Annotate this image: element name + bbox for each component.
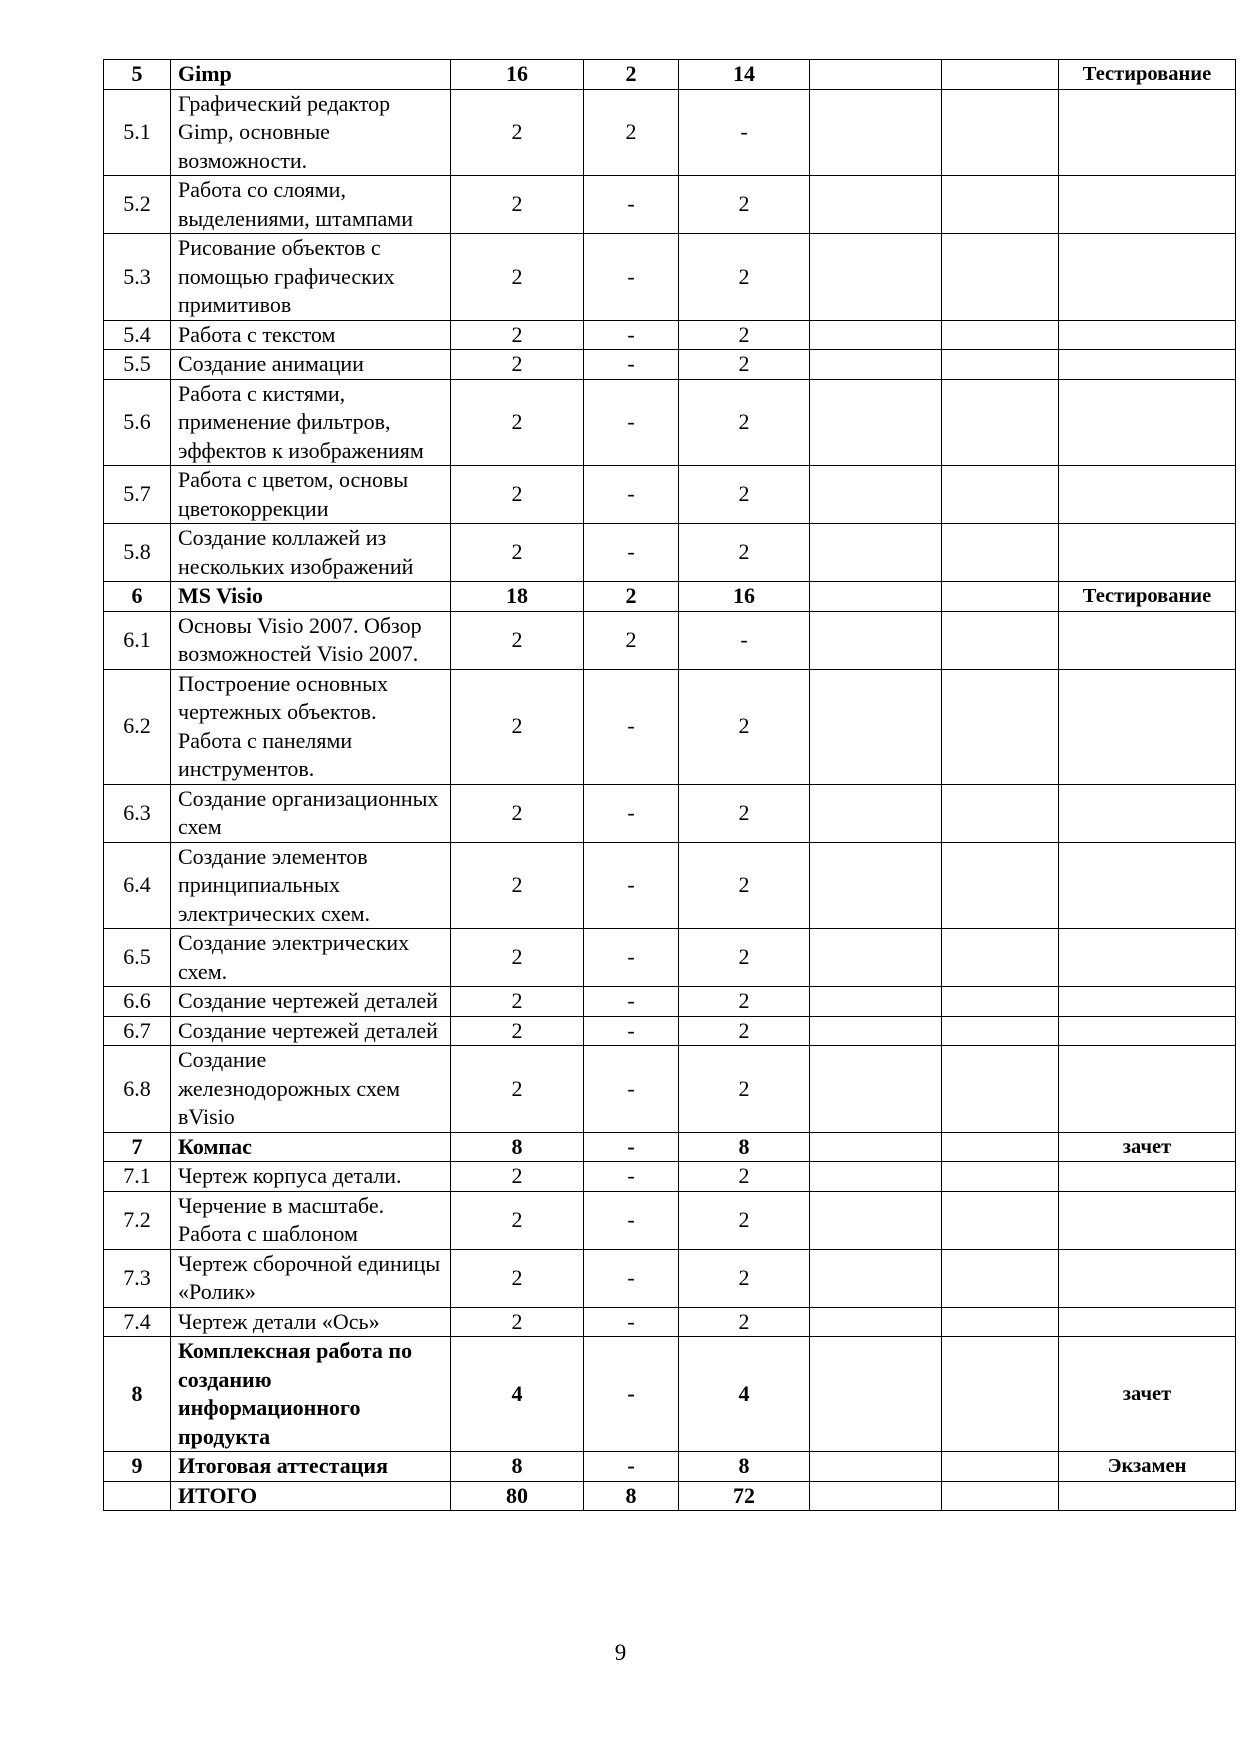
empty-cell xyxy=(942,1191,1059,1249)
empty-cell xyxy=(810,234,942,321)
theory-hours-cell: - xyxy=(584,350,679,380)
empty-cell xyxy=(810,1016,942,1046)
empty-cell xyxy=(810,669,942,784)
row-number: 7.3 xyxy=(104,1249,171,1307)
topic-cell: Создание электрических схем. xyxy=(171,929,451,987)
topic-cell: Рисование объектов с помощью графических примитивов xyxy=(171,234,451,321)
theory-hours-cell: 2 xyxy=(584,89,679,176)
total-hours-cell: 18 xyxy=(451,582,584,612)
empty-cell xyxy=(942,929,1059,987)
topic-cell: Создание чертежей деталей xyxy=(171,987,451,1017)
total-hours-cell: 2 xyxy=(451,89,584,176)
total-hours-cell: 2 xyxy=(451,466,584,524)
empty-cell xyxy=(810,350,942,380)
practice-hours-cell: 2 xyxy=(679,379,810,466)
theory-hours-cell: - xyxy=(584,1191,679,1249)
practice-hours-cell: 72 xyxy=(679,1481,810,1511)
practice-hours-cell: - xyxy=(679,89,810,176)
topic-cell: Компас xyxy=(171,1132,451,1162)
row-number: 5.4 xyxy=(104,320,171,350)
topic-cell: Работа с текстом xyxy=(171,320,451,350)
theory-hours-cell: 2 xyxy=(584,60,679,90)
practice-hours-cell: 2 xyxy=(679,1249,810,1307)
empty-cell xyxy=(942,669,1059,784)
assessment-form-cell: Тестирование xyxy=(1059,60,1236,90)
theory-hours-cell: 8 xyxy=(584,1481,679,1511)
table-row xyxy=(104,1162,1236,1192)
empty-cell xyxy=(810,320,942,350)
assessment-form-cell xyxy=(1059,466,1236,524)
page-number: 9 xyxy=(614,1640,627,1665)
practice-hours-cell: 2 xyxy=(679,466,810,524)
row-number: 5.3 xyxy=(104,234,171,321)
row-number: 5.5 xyxy=(104,350,171,380)
table-row xyxy=(104,987,1236,1017)
assessment-form-cell xyxy=(1059,669,1236,784)
theory-hours-cell: 2 xyxy=(584,582,679,612)
theory-hours-cell: - xyxy=(584,929,679,987)
empty-cell xyxy=(810,1452,942,1482)
empty-cell xyxy=(810,176,942,234)
empty-cell xyxy=(942,60,1059,90)
assessment-form-cell: Тестирование xyxy=(1059,582,1236,612)
topic-cell: Чертеж сборочной единицы «Ролик» xyxy=(171,1249,451,1307)
table-row xyxy=(104,1046,1236,1133)
practice-hours-cell: 2 xyxy=(679,524,810,582)
row-number: 7.1 xyxy=(104,1162,171,1192)
practice-hours-cell: 2 xyxy=(679,1162,810,1192)
practice-hours-cell: - xyxy=(679,611,810,669)
practice-hours-cell: 2 xyxy=(679,669,810,784)
table-row xyxy=(104,379,1236,466)
theory-hours-cell: - xyxy=(584,1132,679,1162)
assessment-form-cell xyxy=(1059,987,1236,1017)
practice-hours-cell: 2 xyxy=(679,784,810,842)
empty-cell xyxy=(942,1132,1059,1162)
assessment-form-cell: зачет xyxy=(1059,1132,1236,1162)
empty-cell xyxy=(942,1016,1059,1046)
assessment-form-cell: Экзамен xyxy=(1059,1452,1236,1482)
assessment-form-cell xyxy=(1059,379,1236,466)
practice-hours-cell: 2 xyxy=(679,350,810,380)
empty-cell xyxy=(810,1191,942,1249)
total-hours-cell: 2 xyxy=(451,1249,584,1307)
topic-cell: MS Visio xyxy=(171,582,451,612)
empty-cell xyxy=(942,1249,1059,1307)
empty-cell xyxy=(810,611,942,669)
table-row xyxy=(104,466,1236,524)
empty-cell xyxy=(942,582,1059,612)
table-row xyxy=(104,1016,1236,1046)
total-hours-cell: 2 xyxy=(451,234,584,321)
total-hours-cell: 2 xyxy=(451,669,584,784)
total-hours-cell: 2 xyxy=(451,176,584,234)
theory-hours-cell: - xyxy=(584,1249,679,1307)
topic-cell: Создание железнодорожных схем вVisio xyxy=(171,1046,451,1133)
empty-cell xyxy=(810,379,942,466)
empty-cell xyxy=(942,1481,1059,1511)
row-number: 8 xyxy=(104,1337,171,1452)
empty-cell xyxy=(942,1046,1059,1133)
empty-cell xyxy=(942,1452,1059,1482)
empty-cell xyxy=(810,466,942,524)
empty-cell xyxy=(810,1249,942,1307)
topic-cell: Работа с кистями, применение фильтров, эффектов к изображениям xyxy=(171,379,451,466)
table-row xyxy=(104,784,1236,842)
table-row xyxy=(104,1337,1236,1452)
table-row xyxy=(104,1452,1236,1482)
practice-hours-cell: 16 xyxy=(679,582,810,612)
table-row xyxy=(104,89,1236,176)
empty-cell xyxy=(810,784,942,842)
empty-cell xyxy=(810,1337,942,1452)
theory-hours-cell: - xyxy=(584,379,679,466)
row-number xyxy=(104,1481,171,1511)
topic-cell: Итоговая аттестация xyxy=(171,1452,451,1482)
empty-cell xyxy=(810,929,942,987)
topic-cell: Чертеж корпуса детали. xyxy=(171,1162,451,1192)
theory-hours-cell: - xyxy=(584,234,679,321)
assessment-form-cell xyxy=(1059,1191,1236,1249)
total-hours-cell: 2 xyxy=(451,842,584,929)
total-hours-cell: 2 xyxy=(451,1162,584,1192)
theory-hours-cell: - xyxy=(584,176,679,234)
row-number: 6.7 xyxy=(104,1016,171,1046)
row-number: 5.6 xyxy=(104,379,171,466)
empty-cell xyxy=(942,89,1059,176)
practice-hours-cell: 2 xyxy=(679,1191,810,1249)
practice-hours-cell: 2 xyxy=(679,929,810,987)
empty-cell xyxy=(810,1162,942,1192)
empty-cell xyxy=(942,379,1059,466)
topic-cell: Чертеж детали «Ось» xyxy=(171,1307,451,1337)
row-number: 5.2 xyxy=(104,176,171,234)
empty-cell xyxy=(810,524,942,582)
practice-hours-cell: 2 xyxy=(679,987,810,1017)
empty-cell xyxy=(942,987,1059,1017)
total-hours-cell: 2 xyxy=(451,1307,584,1337)
empty-cell xyxy=(810,1132,942,1162)
total-hours-cell: 2 xyxy=(451,524,584,582)
practice-hours-cell: 2 xyxy=(679,1307,810,1337)
total-hours-cell: 2 xyxy=(451,1016,584,1046)
topic-cell: Создание коллажей из нескольких изображений xyxy=(171,524,451,582)
total-hours-cell: 2 xyxy=(451,350,584,380)
empty-cell xyxy=(942,1162,1059,1192)
row-number: 5.1 xyxy=(104,89,171,176)
topic-cell: Основы Visio 2007. Обзор возможностей Visio 2007. xyxy=(171,611,451,669)
table-row xyxy=(104,524,1236,582)
assessment-form-cell xyxy=(1059,1162,1236,1192)
total-hours-cell: 8 xyxy=(451,1132,584,1162)
practice-hours-cell: 8 xyxy=(679,1452,810,1482)
table-row xyxy=(104,1191,1236,1249)
empty-cell xyxy=(942,784,1059,842)
assessment-form-cell xyxy=(1059,1307,1236,1337)
total-hours-cell: 8 xyxy=(451,1452,584,1482)
assessment-form-cell xyxy=(1059,320,1236,350)
assessment-form-cell xyxy=(1059,842,1236,929)
total-hours-cell: 80 xyxy=(451,1481,584,1511)
practice-hours-cell: 2 xyxy=(679,1016,810,1046)
practice-hours-cell: 2 xyxy=(679,234,810,321)
topic-cell: Работа с цветом, основы цветокоррекции xyxy=(171,466,451,524)
theory-hours-cell: - xyxy=(584,1307,679,1337)
total-hours-cell: 2 xyxy=(451,784,584,842)
theory-hours-cell: - xyxy=(584,1452,679,1482)
theory-hours-cell: - xyxy=(584,784,679,842)
practice-hours-cell: 2 xyxy=(679,842,810,929)
empty-cell xyxy=(942,842,1059,929)
assessment-form-cell xyxy=(1059,1249,1236,1307)
table-row xyxy=(104,669,1236,784)
total-hours-cell: 4 xyxy=(451,1337,584,1452)
empty-cell xyxy=(810,1307,942,1337)
theory-hours-cell: - xyxy=(584,987,679,1017)
assessment-form-cell xyxy=(1059,1016,1236,1046)
table-row xyxy=(104,1307,1236,1337)
row-number: 5.8 xyxy=(104,524,171,582)
empty-cell xyxy=(942,611,1059,669)
row-number: 7 xyxy=(104,1132,171,1162)
total-hours-cell: 2 xyxy=(451,1046,584,1133)
empty-cell xyxy=(942,466,1059,524)
empty-cell xyxy=(810,60,942,90)
topic-cell: Комплексная работа по созданию информационного продукта xyxy=(171,1337,451,1452)
assessment-form-cell xyxy=(1059,524,1236,582)
row-number: 6.3 xyxy=(104,784,171,842)
assessment-form-cell xyxy=(1059,350,1236,380)
theory-hours-cell: - xyxy=(584,524,679,582)
empty-cell xyxy=(810,1481,942,1511)
row-number: 6.8 xyxy=(104,1046,171,1133)
table-row xyxy=(104,350,1236,380)
row-number: 6.1 xyxy=(104,611,171,669)
theory-hours-cell: - xyxy=(584,1337,679,1452)
topic-cell: ИТОГО xyxy=(171,1481,451,1511)
row-number: 6.2 xyxy=(104,669,171,784)
theory-hours-cell: - xyxy=(584,842,679,929)
theory-hours-cell: - xyxy=(584,1046,679,1133)
assessment-form-cell xyxy=(1059,784,1236,842)
row-number: 7.4 xyxy=(104,1307,171,1337)
table-row xyxy=(104,1132,1236,1162)
topic-cell: Построение основных чертежных объектов. Работа с панелями инструментов. xyxy=(171,669,451,784)
topic-cell: Создание чертежей деталей xyxy=(171,1016,451,1046)
assessment-form-cell xyxy=(1059,176,1236,234)
table-row xyxy=(104,929,1236,987)
topic-cell: Черчение в масштабе. Работа с шаблоном xyxy=(171,1191,451,1249)
empty-cell xyxy=(942,234,1059,321)
topic-cell: Создание элементов принципиальных электрических схем. xyxy=(171,842,451,929)
topic-cell: Gimp xyxy=(171,60,451,90)
assessment-form-cell xyxy=(1059,89,1236,176)
total-hours-cell: 2 xyxy=(451,320,584,350)
table-body xyxy=(104,60,1236,1511)
topic-cell: Работа со слоями, выделениями, штампами xyxy=(171,176,451,234)
empty-cell xyxy=(810,89,942,176)
empty-cell xyxy=(810,1046,942,1133)
practice-hours-cell: 2 xyxy=(679,1046,810,1133)
table-row xyxy=(104,1481,1236,1511)
empty-cell xyxy=(810,987,942,1017)
row-number: 6.5 xyxy=(104,929,171,987)
theory-hours-cell: - xyxy=(584,669,679,784)
total-hours-cell: 2 xyxy=(451,1191,584,1249)
total-hours-cell: 16 xyxy=(451,60,584,90)
topic-cell: Создание организационных схем xyxy=(171,784,451,842)
empty-cell xyxy=(810,842,942,929)
assessment-form-cell xyxy=(1059,929,1236,987)
row-number: 6.4 xyxy=(104,842,171,929)
theory-hours-cell: - xyxy=(584,466,679,524)
empty-cell xyxy=(942,320,1059,350)
row-number: 7.2 xyxy=(104,1191,171,1249)
practice-hours-cell: 2 xyxy=(679,320,810,350)
assessment-form-cell xyxy=(1059,1481,1236,1511)
theory-hours-cell: - xyxy=(584,1162,679,1192)
topic-cell: Графический редактор Gimp, основные возможности. xyxy=(171,89,451,176)
table-row xyxy=(104,176,1236,234)
total-hours-cell: 2 xyxy=(451,987,584,1017)
empty-cell xyxy=(810,582,942,612)
theory-hours-cell: 2 xyxy=(584,611,679,669)
empty-cell xyxy=(942,176,1059,234)
row-number: 9 xyxy=(104,1452,171,1482)
practice-hours-cell: 14 xyxy=(679,60,810,90)
empty-cell xyxy=(942,1307,1059,1337)
table-row xyxy=(104,582,1236,612)
assessment-form-cell xyxy=(1059,234,1236,321)
assessment-form-cell: зачет xyxy=(1059,1337,1236,1452)
table-row xyxy=(104,320,1236,350)
theory-hours-cell: - xyxy=(584,320,679,350)
practice-hours-cell: 8 xyxy=(679,1132,810,1162)
table-row xyxy=(104,1249,1236,1307)
table-row xyxy=(104,60,1236,90)
row-number: 6.6 xyxy=(104,987,171,1017)
table-row xyxy=(104,842,1236,929)
row-number: 5 xyxy=(104,60,171,90)
row-number: 5.7 xyxy=(104,466,171,524)
table-row xyxy=(104,611,1236,669)
practice-hours-cell: 4 xyxy=(679,1337,810,1452)
table-row xyxy=(104,234,1236,321)
curriculum-table xyxy=(103,59,1236,1511)
total-hours-cell: 2 xyxy=(451,379,584,466)
assessment-form-cell xyxy=(1059,1046,1236,1133)
empty-cell xyxy=(942,350,1059,380)
topic-cell: Создание анимации xyxy=(171,350,451,380)
empty-cell xyxy=(942,524,1059,582)
total-hours-cell: 2 xyxy=(451,611,584,669)
theory-hours-cell: - xyxy=(584,1016,679,1046)
practice-hours-cell: 2 xyxy=(679,176,810,234)
assessment-form-cell xyxy=(1059,611,1236,669)
empty-cell xyxy=(942,1337,1059,1452)
row-number: 6 xyxy=(104,582,171,612)
total-hours-cell: 2 xyxy=(451,929,584,987)
